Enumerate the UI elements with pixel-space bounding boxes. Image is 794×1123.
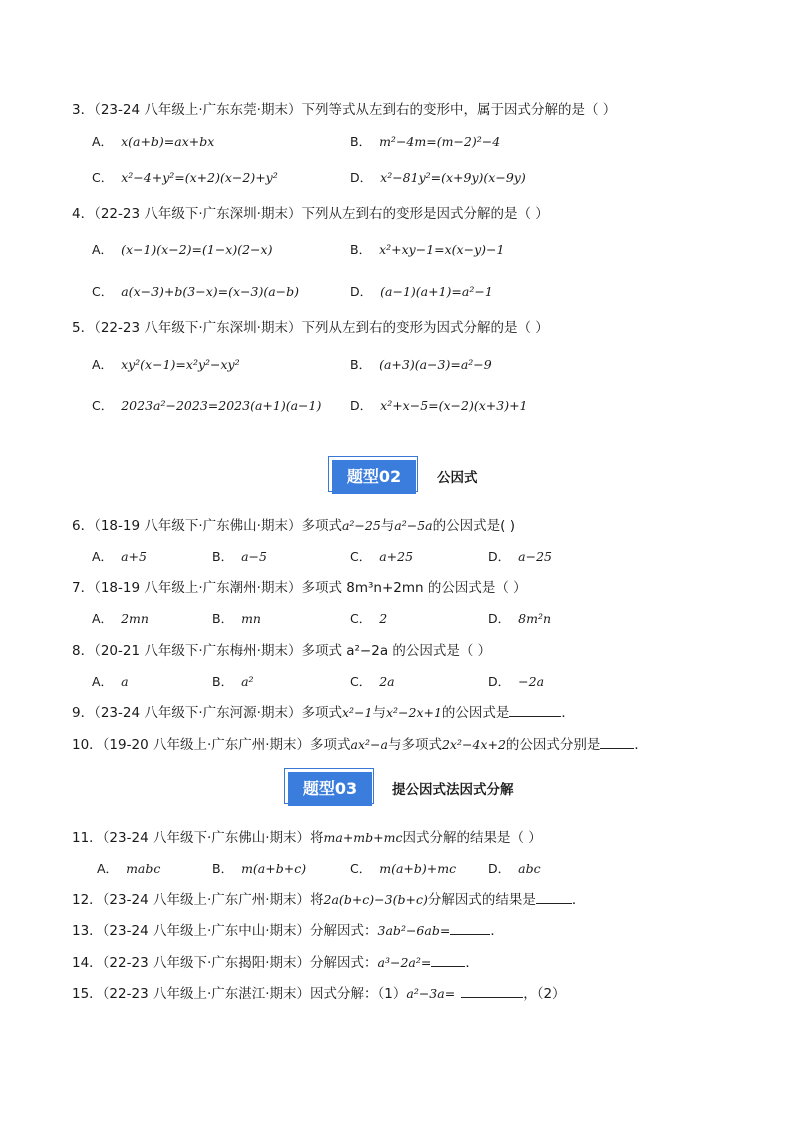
option-expression: m²−4m=(m−2)²−4 bbox=[379, 134, 501, 149]
stem-text: 与多项式 bbox=[387, 737, 442, 753]
stem-text: ，（2） bbox=[523, 986, 566, 1002]
math-expression: 2a(b+c)−3(b+c) bbox=[323, 892, 428, 907]
option-letter: D． bbox=[488, 674, 511, 689]
option-letter: C． bbox=[92, 170, 114, 185]
question-12-stem bbox=[72, 891, 585, 909]
option-c[interactable] bbox=[350, 548, 413, 566]
math-expression: a²−5a bbox=[394, 518, 433, 533]
stem-text: ． bbox=[561, 705, 575, 721]
option-b[interactable] bbox=[212, 860, 306, 878]
stem-text: 12．（23-24 八年级上·广东广州·期末）将 bbox=[72, 892, 324, 908]
section-title: 提公因式法因式分解 bbox=[392, 782, 514, 798]
option-expression: a+5 bbox=[121, 549, 147, 564]
option-expression: m(a+b+c) bbox=[241, 861, 307, 876]
option-letter: A． bbox=[92, 134, 114, 149]
option-expression: x²−81y²=(x+9y)(x−9y) bbox=[380, 170, 526, 185]
stem-text: 6．（18-19 八年级下·广东佛山·期末）多项式 bbox=[72, 518, 342, 534]
option-d[interactable] bbox=[350, 169, 526, 187]
section-badge: 题型02 bbox=[332, 460, 416, 494]
answer-blank[interactable] bbox=[536, 891, 572, 904]
option-b[interactable] bbox=[350, 241, 504, 259]
stem-text: 11．（23-24 八年级下·广东佛山·期末）将 bbox=[72, 830, 324, 846]
stem-text: ． bbox=[571, 892, 586, 908]
option-expression: x(a+b)=ax+bx bbox=[121, 134, 215, 149]
option-letter: A． bbox=[97, 861, 119, 876]
option-letter: B． bbox=[212, 611, 234, 626]
option-letter: C． bbox=[350, 611, 372, 626]
answer-blank[interactable] bbox=[461, 985, 523, 998]
option-letter: D． bbox=[488, 861, 511, 876]
stem-text: 9．（23-24 八年级下·广东河源·期末）多项式 bbox=[72, 705, 342, 721]
option-letter: C． bbox=[92, 284, 114, 299]
option-expression: 2 bbox=[379, 611, 388, 626]
option-letter: D． bbox=[488, 549, 511, 564]
option-letter: A． bbox=[92, 357, 114, 372]
option-c[interactable] bbox=[350, 673, 395, 691]
question-14-stem bbox=[72, 954, 479, 972]
question-5-stem: 5．（22-23 八年级下·广东深圳·期末）下列从左到右的变形为因式分解的是（ ） bbox=[72, 320, 549, 336]
option-letter: C． bbox=[92, 398, 114, 413]
math-expression: x²−2x+1 bbox=[385, 705, 442, 720]
stem-text: 的公因式是( ) bbox=[432, 518, 515, 534]
option-letter: B． bbox=[212, 861, 234, 876]
option-d[interactable] bbox=[350, 397, 528, 415]
question-13-stem bbox=[72, 922, 504, 940]
option-expression: x²+x−5=(x−2)(x+3)+1 bbox=[380, 398, 528, 413]
option-a[interactable] bbox=[92, 356, 240, 374]
stem-text: 的公因式分别是 bbox=[505, 737, 601, 753]
option-expression: 2023a²−2023=2023(a+1)(a−1) bbox=[121, 398, 322, 413]
option-expression: a bbox=[121, 674, 129, 689]
option-c[interactable] bbox=[350, 610, 387, 628]
option-a[interactable] bbox=[92, 610, 149, 628]
option-a[interactable] bbox=[92, 133, 214, 151]
option-expression: mn bbox=[241, 611, 261, 626]
question-6-stem bbox=[72, 517, 515, 535]
option-letter: B． bbox=[212, 674, 234, 689]
question-15-stem bbox=[72, 985, 566, 1003]
math-expression: a²−3a= bbox=[406, 986, 456, 1001]
option-b[interactable] bbox=[350, 133, 500, 151]
math-expression: a²−25 bbox=[341, 518, 381, 533]
option-b[interactable] bbox=[212, 673, 254, 691]
option-letter: A． bbox=[92, 611, 114, 626]
stem-text: 与 bbox=[380, 518, 395, 534]
option-d[interactable] bbox=[488, 610, 551, 628]
question-7-stem: 7．（18-19 八年级上·广东潮州·期末）多项式 8m³n+2mn 的公因式是（ ） bbox=[72, 580, 527, 596]
question-8-stem: 8．（20-21 八年级下·广东梅州·期末）多项式 a²−2a 的公因式是（ ） bbox=[72, 643, 492, 659]
option-expression: a+25 bbox=[379, 549, 414, 564]
stem-text: 因式分解的结果是（ ） bbox=[402, 830, 542, 846]
option-letter: D． bbox=[350, 170, 373, 185]
stem-text: 与 bbox=[372, 705, 386, 721]
option-letter: D． bbox=[350, 284, 373, 299]
section-header-02 bbox=[328, 456, 428, 496]
option-expression: a² bbox=[241, 674, 254, 689]
option-letter: D． bbox=[488, 611, 511, 626]
question-10-stem bbox=[72, 736, 648, 754]
option-letter: A． bbox=[92, 549, 114, 564]
option-expression: 8m²n bbox=[518, 611, 552, 626]
section-badge: 题型03 bbox=[288, 772, 372, 806]
option-letter: A． bbox=[92, 674, 114, 689]
option-c[interactable] bbox=[92, 283, 299, 301]
option-b[interactable] bbox=[212, 610, 261, 628]
option-letter: C． bbox=[350, 674, 372, 689]
option-expression: abc bbox=[518, 861, 541, 876]
option-letter: D． bbox=[350, 398, 373, 413]
option-expression: x²+xy−1=x(x−y)−1 bbox=[379, 242, 505, 257]
option-letter: B． bbox=[212, 549, 234, 564]
option-d[interactable] bbox=[488, 548, 552, 566]
stem-text: 13．（23-24 八年级上·广东中山·期末）分解因式： bbox=[72, 923, 378, 939]
option-expression: (a−1)(a+1)=a²−1 bbox=[380, 284, 493, 299]
option-d[interactable] bbox=[350, 283, 493, 301]
option-expression: a−25 bbox=[518, 549, 552, 564]
option-expression: a(x−3)+b(3−x)=(x−3)(a−b) bbox=[121, 284, 300, 299]
option-c[interactable] bbox=[92, 397, 321, 415]
stem-text: 分解因式的结果是 bbox=[427, 892, 536, 908]
answer-blank[interactable] bbox=[600, 736, 634, 749]
option-expression: mabc bbox=[126, 861, 161, 876]
math-expression: 2x²−4x+2 bbox=[441, 737, 506, 752]
section-title: 公因式 bbox=[437, 470, 478, 486]
option-d[interactable] bbox=[488, 860, 541, 878]
option-letter: B． bbox=[350, 134, 372, 149]
stem-text: 的公因式是 bbox=[441, 705, 510, 721]
stem-text: 14．（22-23 八年级下·广东揭阳·期末）分解因式： bbox=[72, 955, 378, 971]
question-9-stem bbox=[72, 704, 575, 722]
section-header-03 bbox=[284, 768, 384, 808]
option-expression: xy²(x−1)=x²y²−xy² bbox=[121, 357, 240, 372]
option-letter: C． bbox=[350, 861, 372, 876]
question-4-stem: 4．（22-23 八年级下·广东深圳·期末）下列从左到右的变形是因式分解的是（ ） bbox=[72, 206, 549, 222]
option-c[interactable] bbox=[92, 169, 278, 187]
stem-text: 10．（19-20 八年级上·广东广州·期末）多项式 bbox=[72, 737, 351, 753]
answer-blank[interactable] bbox=[431, 954, 465, 967]
stem-text: ． bbox=[465, 955, 479, 971]
stem-text: 15．（22-23 八年级上·广东湛江·期末）因式分解：（1） bbox=[72, 986, 407, 1002]
stem-text: ． bbox=[634, 737, 648, 753]
option-b[interactable] bbox=[350, 356, 492, 374]
option-expression: m(a+b)+mc bbox=[379, 861, 457, 876]
option-letter: B． bbox=[350, 242, 372, 257]
math-expression: a³−2a²= bbox=[377, 955, 432, 970]
stem-text: ． bbox=[490, 923, 504, 939]
option-expression: 2a bbox=[379, 674, 395, 689]
option-expression: (a+3)(a−3)=a²−9 bbox=[379, 357, 492, 372]
option-a[interactable] bbox=[92, 241, 272, 259]
option-expression: a−5 bbox=[241, 549, 267, 564]
answer-blank[interactable] bbox=[509, 704, 561, 717]
option-expression: −2a bbox=[518, 674, 545, 689]
math-expression: ax²−a bbox=[350, 737, 388, 752]
option-letter: C． bbox=[350, 549, 372, 564]
option-letter: B． bbox=[350, 357, 372, 372]
math-expression: x²−1 bbox=[341, 705, 373, 720]
answer-blank[interactable] bbox=[450, 922, 490, 935]
option-d[interactable] bbox=[488, 673, 544, 691]
option-a[interactable] bbox=[97, 860, 160, 878]
math-expression: ma+mb+mc bbox=[323, 830, 403, 845]
option-c[interactable] bbox=[350, 860, 456, 878]
question-3-stem: 3．（23-24 八年级上·广东东莞·期末）下列等式从左到右的变形中，属于因式分解的是（ ） bbox=[72, 102, 617, 118]
option-b[interactable] bbox=[212, 548, 267, 566]
option-expression: 2mn bbox=[121, 611, 149, 626]
option-expression: (x−1)(x−2)=(1−x)(2−x) bbox=[121, 242, 273, 257]
option-a[interactable] bbox=[92, 673, 129, 691]
option-expression: x²−4+y²=(x+2)(x−2)+y² bbox=[121, 170, 278, 185]
option-a[interactable] bbox=[92, 548, 147, 566]
question-11-stem bbox=[72, 829, 542, 847]
math-expression: 3ab²−6ab= bbox=[377, 923, 451, 938]
option-letter: A． bbox=[92, 242, 114, 257]
